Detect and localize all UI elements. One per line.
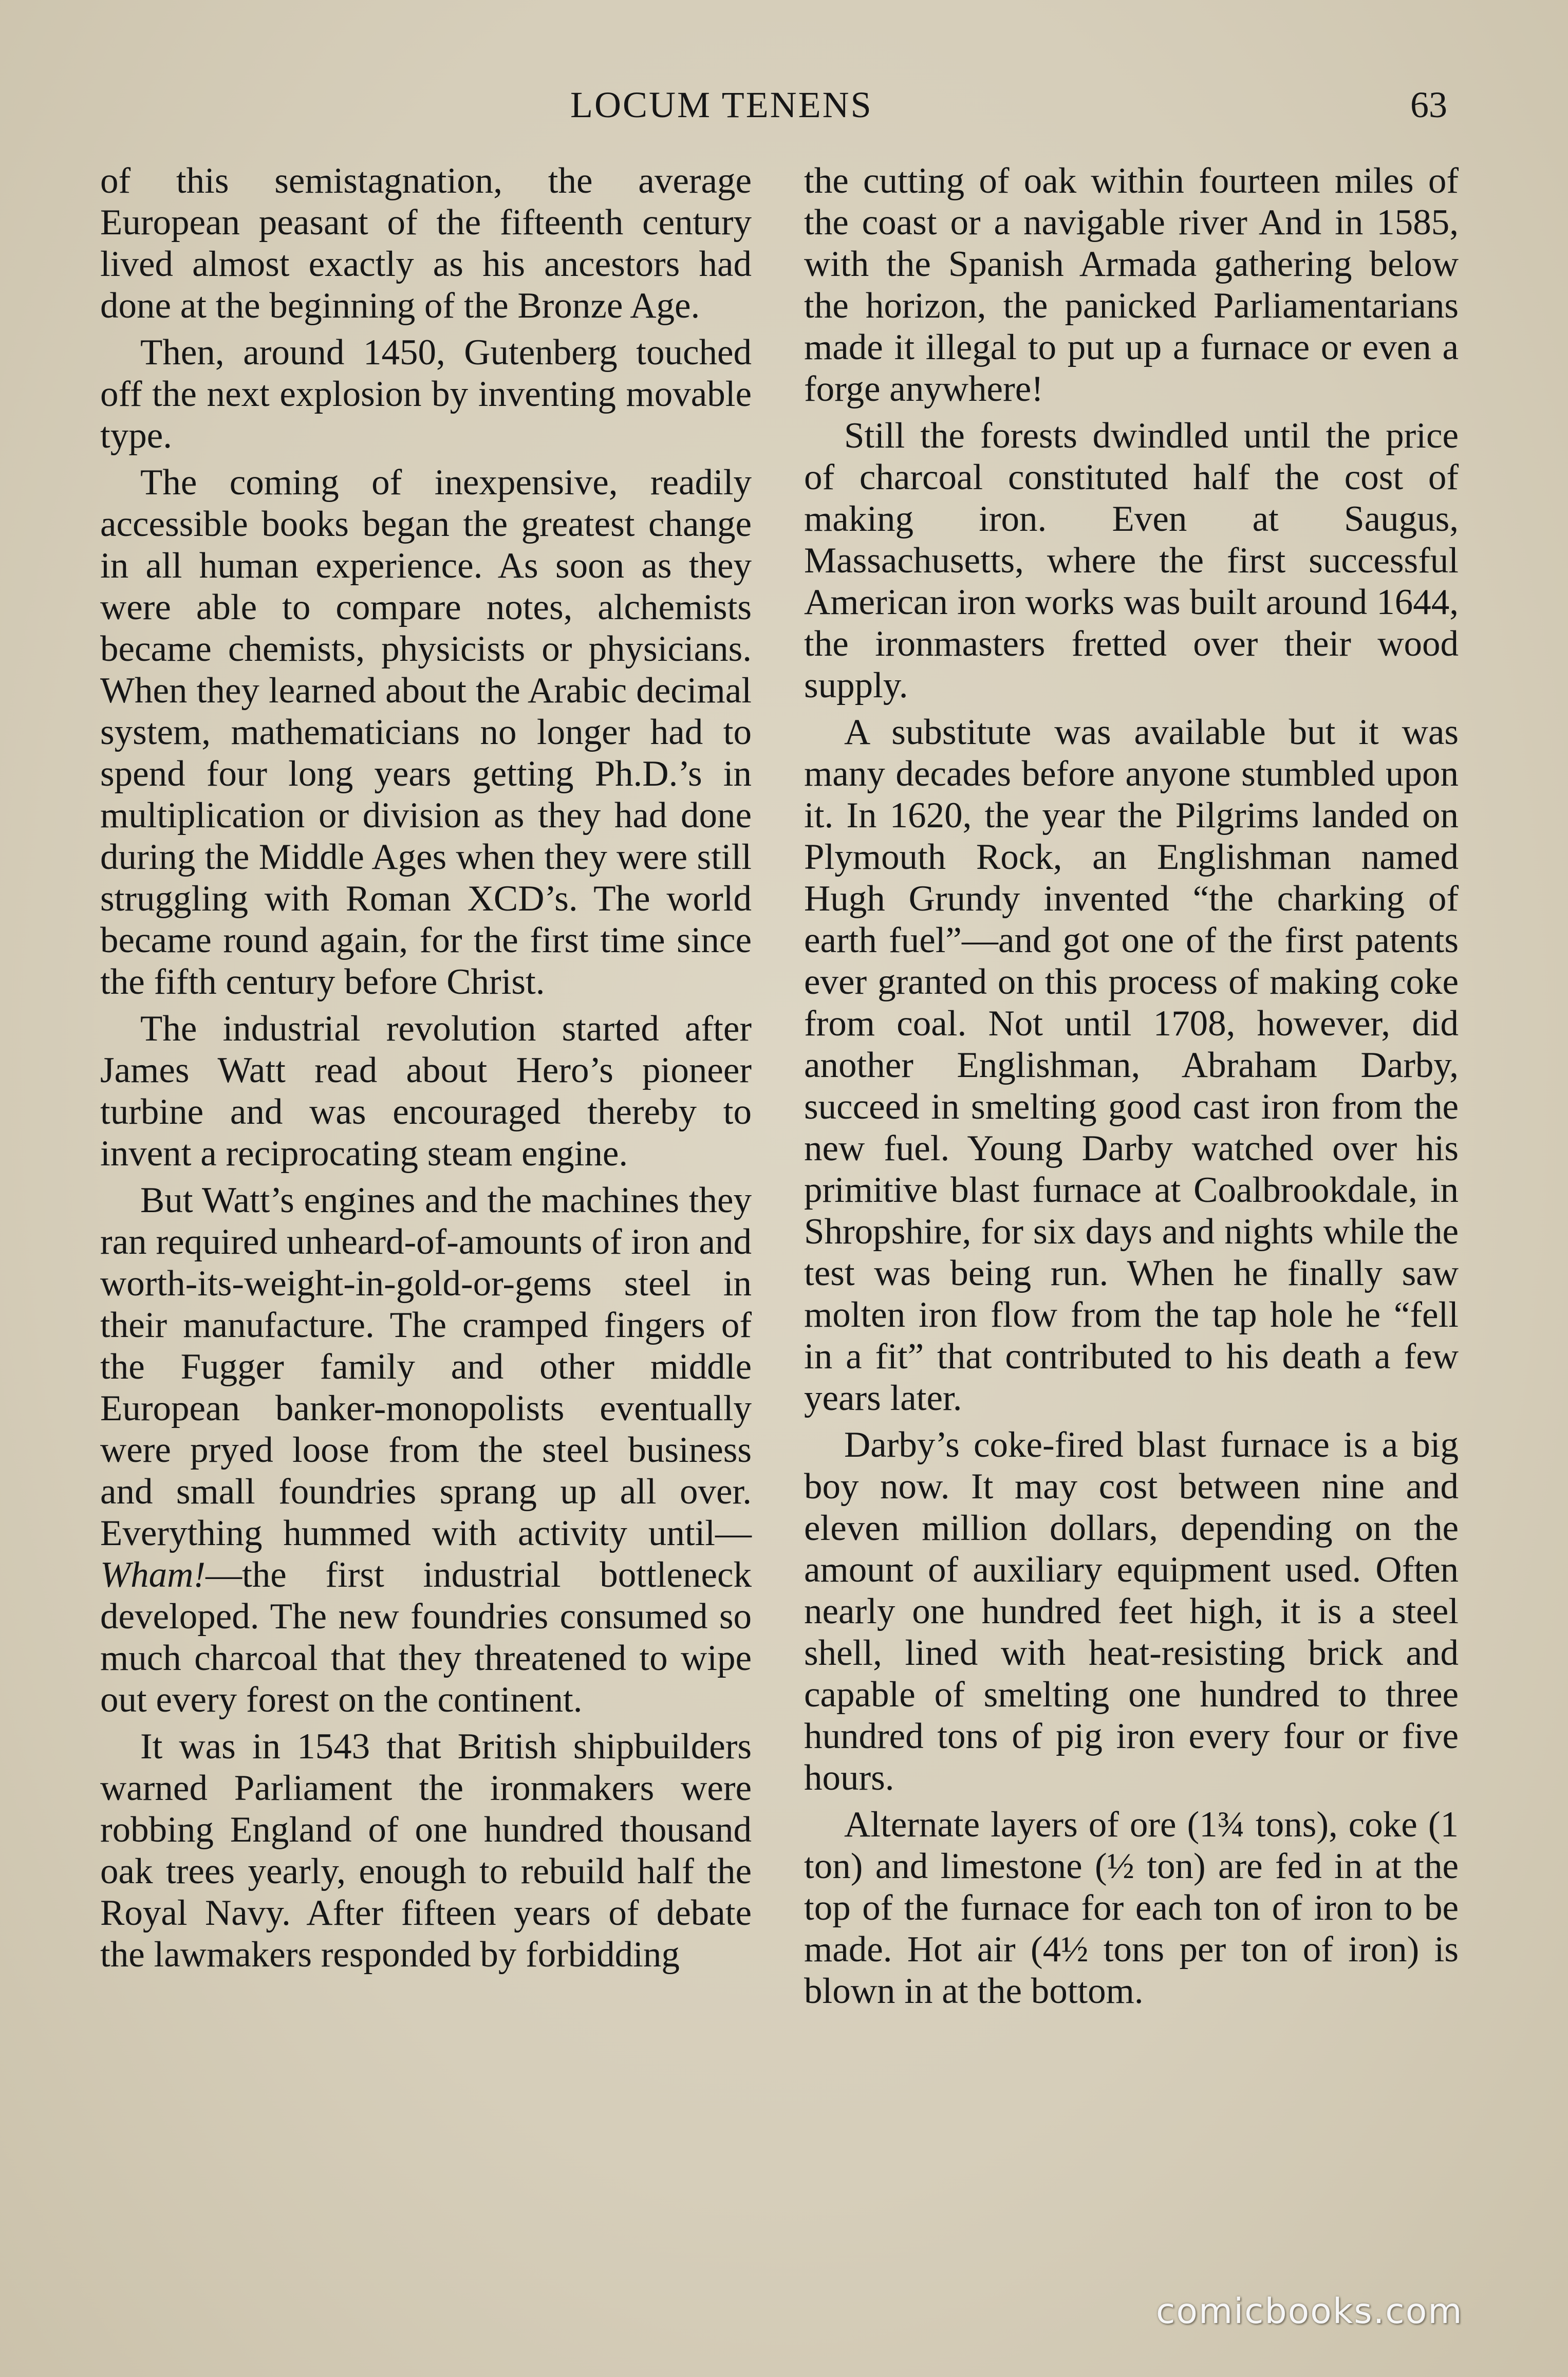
paragraph: The industrial revolution started after James Watt read about Hero’s pioneer turbine and was encouraged thereby to invent a reciprocating steam engine.: [100, 1009, 752, 1174]
paragraph-text: But Watt’s engines and the machines they ran required unheard-of-amounts of iron and worth-its-weight-in-gold-or-gems steel in their manufacture. The cramped fingers of the Fugger family and other middle European banker-monopolists eventually were pryed loose from the steel business and small foundries sprang up all over. Everything hummed with activity until—: [100, 1180, 752, 1553]
paragraph: Darby’s coke-fired blast furnace is a big boy now. It may cost between nine and eleven million dollars, depending on the amount of auxiliary equipment used. Often nearly one hundred feet high, it is a steel shell, lined with heat-resisting brick and capable of smelting one hundred to three hundred tons of pig iron every four or five hours.: [804, 1425, 1459, 1798]
paragraph-text: —the first industrial bottleneck developed. The new foundries consumed so much charcoal that they threatened to wipe out every forest on the continent.: [100, 1555, 752, 1720]
paragraph: Still the forests dwindled until the price of charcoal constituted half the cost of making iron. Even at Saugus, Massachusetts, where the first successful American iron works was built around 1644, the ironmasters fretted over their wood supply.: [804, 416, 1459, 705]
emphasis-text: Wham!: [100, 1555, 206, 1595]
paragraph: Then, around 1450, Gutenberg touched off the next explosion by inventing movable type.: [100, 332, 752, 456]
paragraph: A substitute was available but it was many decades before anyone stumbled upon it. In 1620, the year the Pilgrims landed on Plymouth Rock, an Englishman named Hugh Grundy invented “the charking of earth fuel”—and got one of the first patents ever granted on this process of making coke from coal. Not until 1708, however, did another Englishman, Abraham Darby, succeed in smelting good cast iron from the new fuel. Young Darby watched over his primitive blast furnace at Coalbrookdale, in Shropshire, for six days and nights while the test was being run. When he finally saw molten iron flow from the tap hole he “fell in a fit” that contributed to his death a few years later.: [804, 712, 1459, 1418]
paragraph: The coming of inexpensive, readily accessible books began the greatest change in all human experience. As soon as they were able to compare notes, alchemists became chemists, physicists or physicians. When they learned about the Arabic decimal system, mathematicians no longer had to spend four long years getting Ph.D.’s in multiplication or division as they had done during the Middle Ages when they were still struggling with Roman XCD’s. The world became round again, for the first time since the fifth century before Christ.: [100, 462, 752, 1002]
page-number: 63: [1410, 84, 1447, 125]
running-head: LOCUM TENENS: [570, 84, 873, 125]
right-column: [804, 160, 1459, 2012]
watermark: comicbooks.com: [1156, 2291, 1463, 2332]
left-column: [100, 160, 752, 1976]
paragraph: It was in 1543 that British shipbuilders warned Parliament the ironmakers were robbing England of one hundred thousand oak trees yearly, enough to rebuild half the Royal Navy. After fifteen years of debate the lawmakers responded by forbidding: [100, 1726, 752, 1975]
paragraph: Alternate layers of ore (1¾ tons), coke (1 ton) and limestone (½ ton) are fed in at the top of the furnace for each ton of iron to be made. Hot air (4½ tons per ton of iron) is blown in at the bottom.: [804, 1805, 1459, 2011]
paragraph: the cutting of oak within fourteen miles of the coast or a navigable river And in 1585, with the Spanish Armada gathering below the horizon, the panicked Parliamentarians made it illegal to put up a furnace or even a forge anywhere!: [804, 161, 1459, 409]
paragraph: of this semistagnation, the average European peasant of the fifteenth century lived almost exactly as his ancestors had done at the beginning of the Bronze Age.: [100, 161, 752, 326]
paragraph: [100, 1180, 752, 1721]
